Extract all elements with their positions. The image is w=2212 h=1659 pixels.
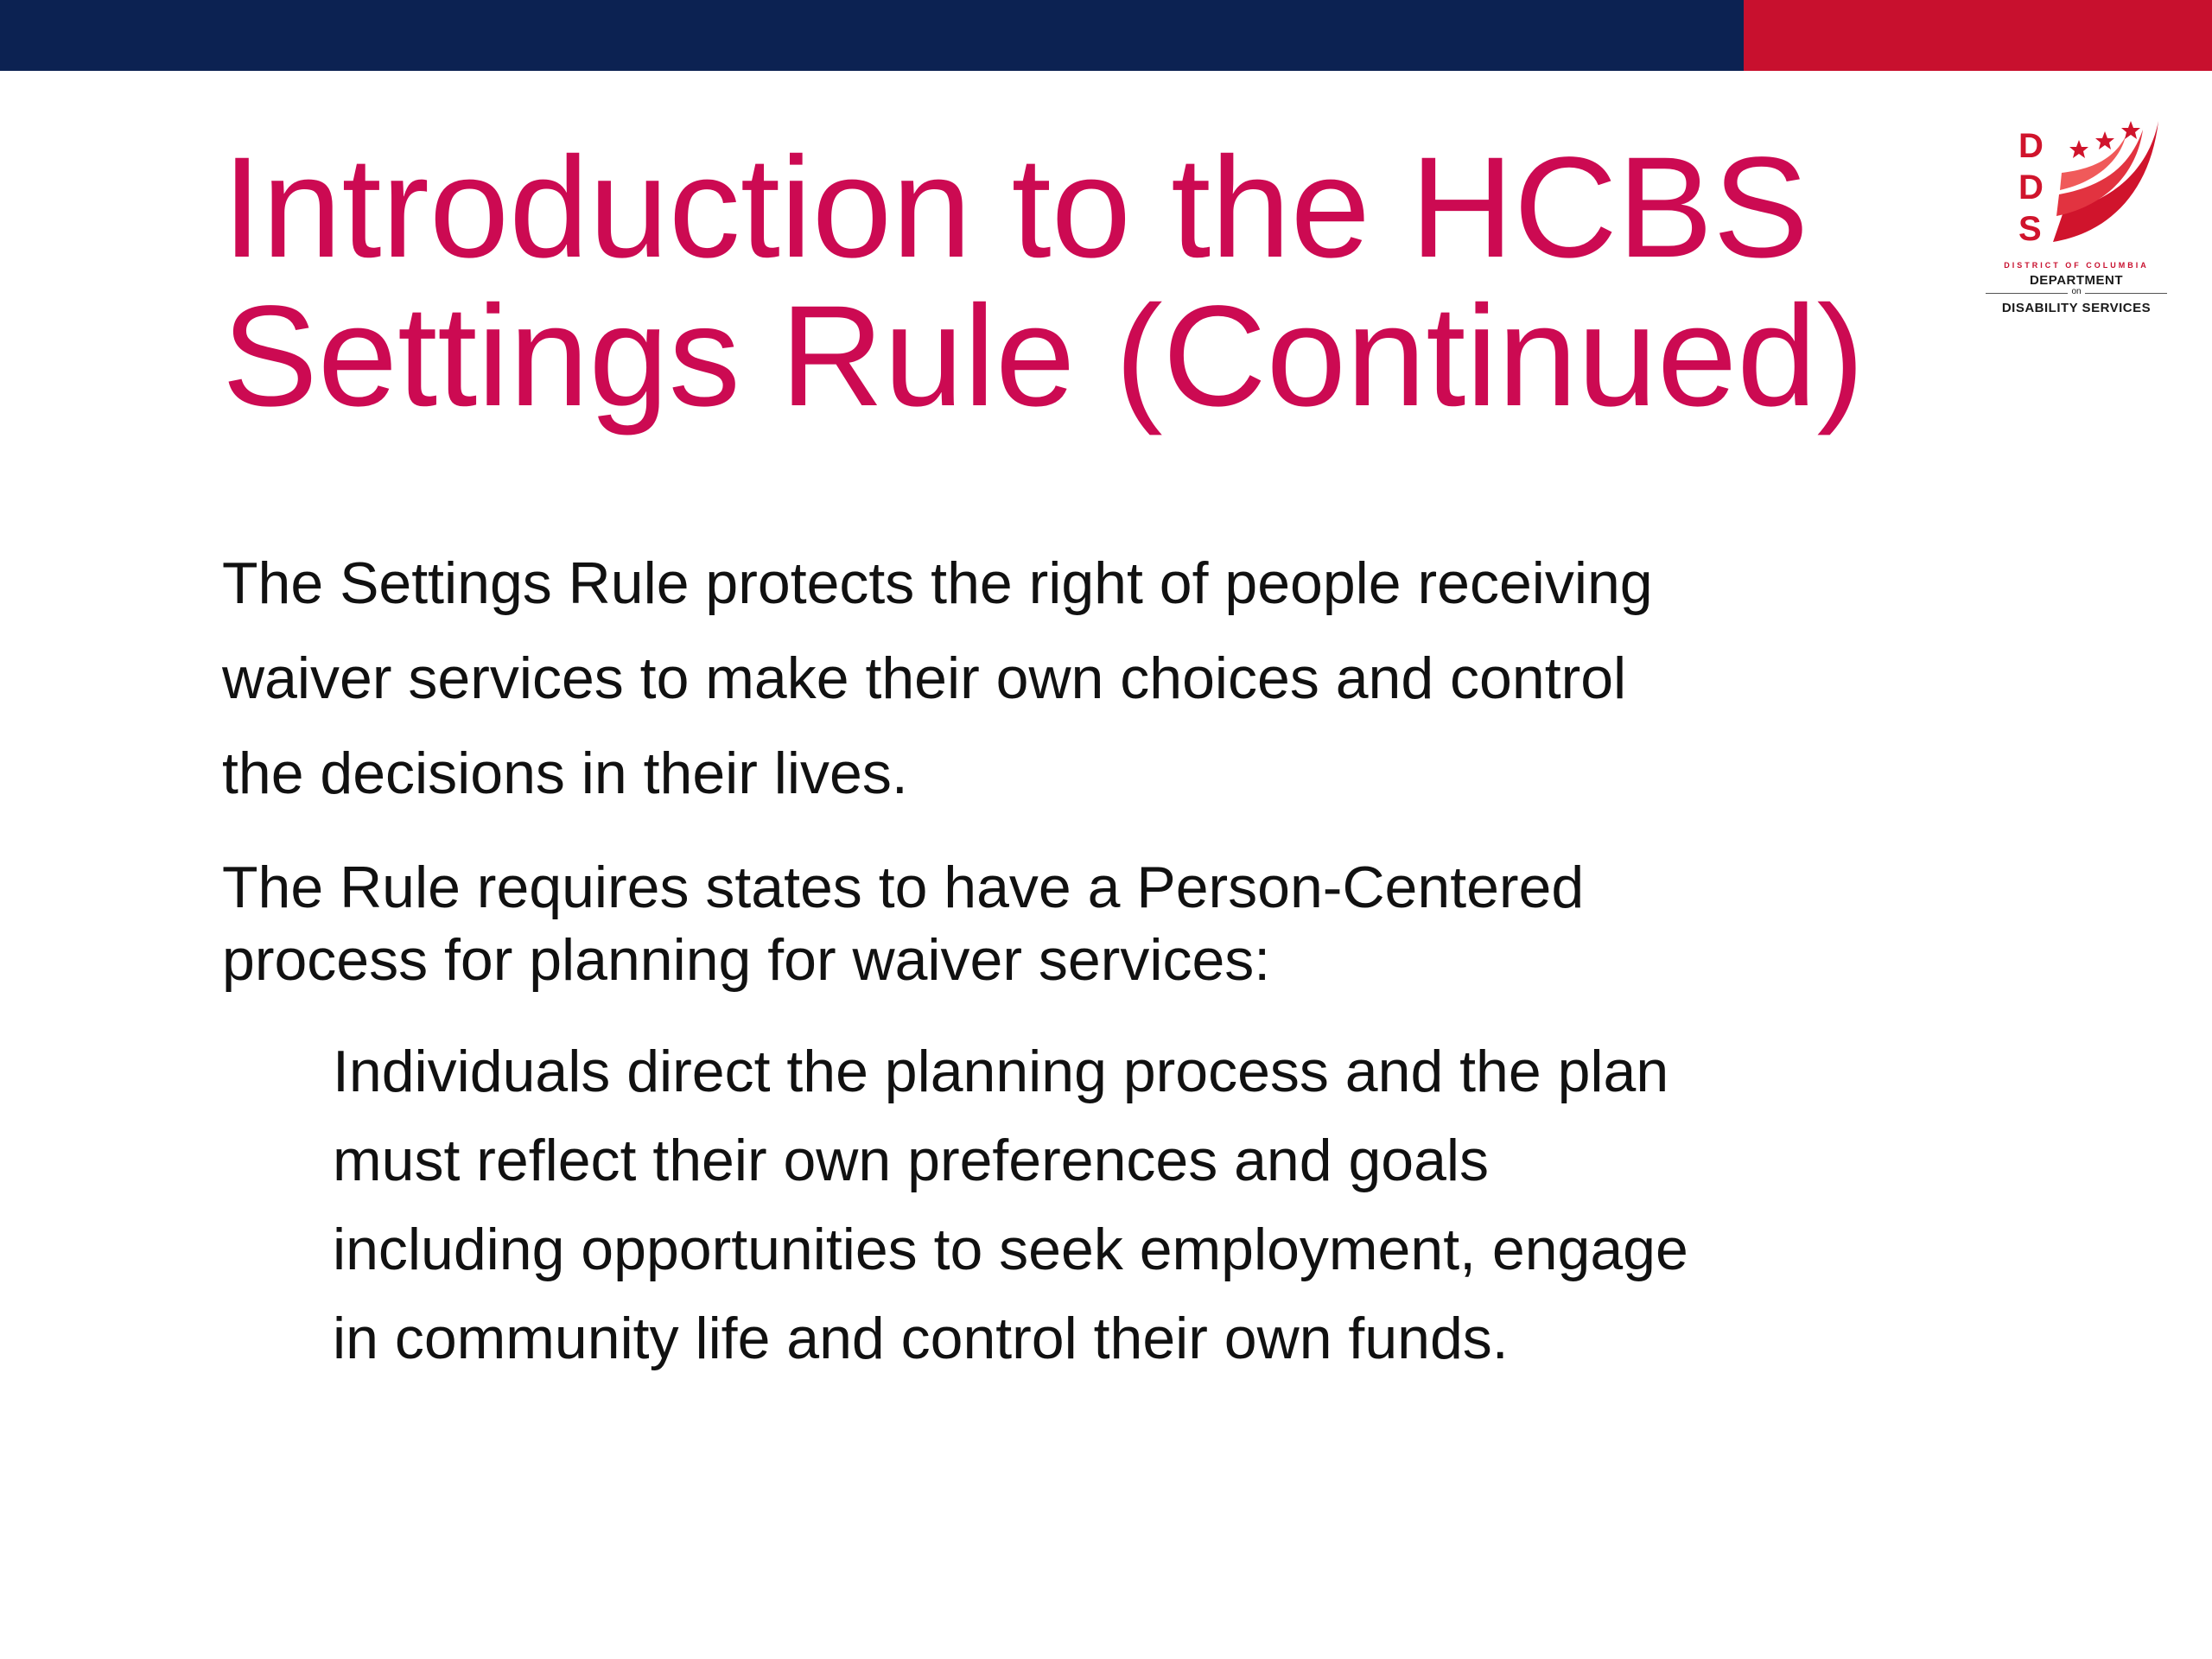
paragraph-line: process for planning for waiver services: (222, 927, 1271, 993)
dds-letter-1: D (2018, 127, 2044, 165)
slide-title (222, 128, 1950, 436)
logo-on-text: on (2071, 287, 2082, 296)
dds-logo (1977, 104, 2176, 328)
header-bar-navy (0, 0, 1744, 71)
slide-title-line-2: Settings Rule (Continued) (222, 276, 1865, 436)
dds-letter-3: S (2018, 210, 2042, 248)
logo-disability-text: DISABILITY SERVICES (2001, 301, 2152, 315)
paragraph-line: including opportunities to seek employment, engage (333, 1217, 1688, 1282)
paragraph-settings-rule (222, 536, 2037, 821)
paragraph-line: must reflect their own preferences and goals (333, 1128, 1490, 1193)
paragraph-line: waiver services to make their own choices and control (222, 645, 1627, 711)
paragraph-line: in community life and control their own funds. (333, 1306, 1509, 1371)
paragraph-individuals-direct (333, 1027, 2147, 1383)
paragraph-line: The Settings Rule protects the right of people receiving (222, 550, 1653, 616)
logo-district-text: DISTRICT OF COLUMBIA (2004, 261, 2149, 270)
paragraph-line: The Rule requires states to have a Person-Centered (222, 855, 1585, 920)
slide-title-line-1: Introduction to the HCBS (222, 128, 1809, 288)
paragraph-rule-requires (222, 851, 2037, 996)
dds-letter-2: D (2018, 168, 2044, 207)
logo-department-text: DEPARTMENT (2029, 273, 2124, 288)
header-bar (0, 0, 2212, 71)
header-bar-red (1744, 0, 2212, 71)
paragraph-line: Individuals direct the planning process and the plan (333, 1039, 1669, 1104)
dds-logo-mark (1977, 104, 2176, 259)
paragraph-line: the decisions in their lives. (222, 741, 908, 806)
